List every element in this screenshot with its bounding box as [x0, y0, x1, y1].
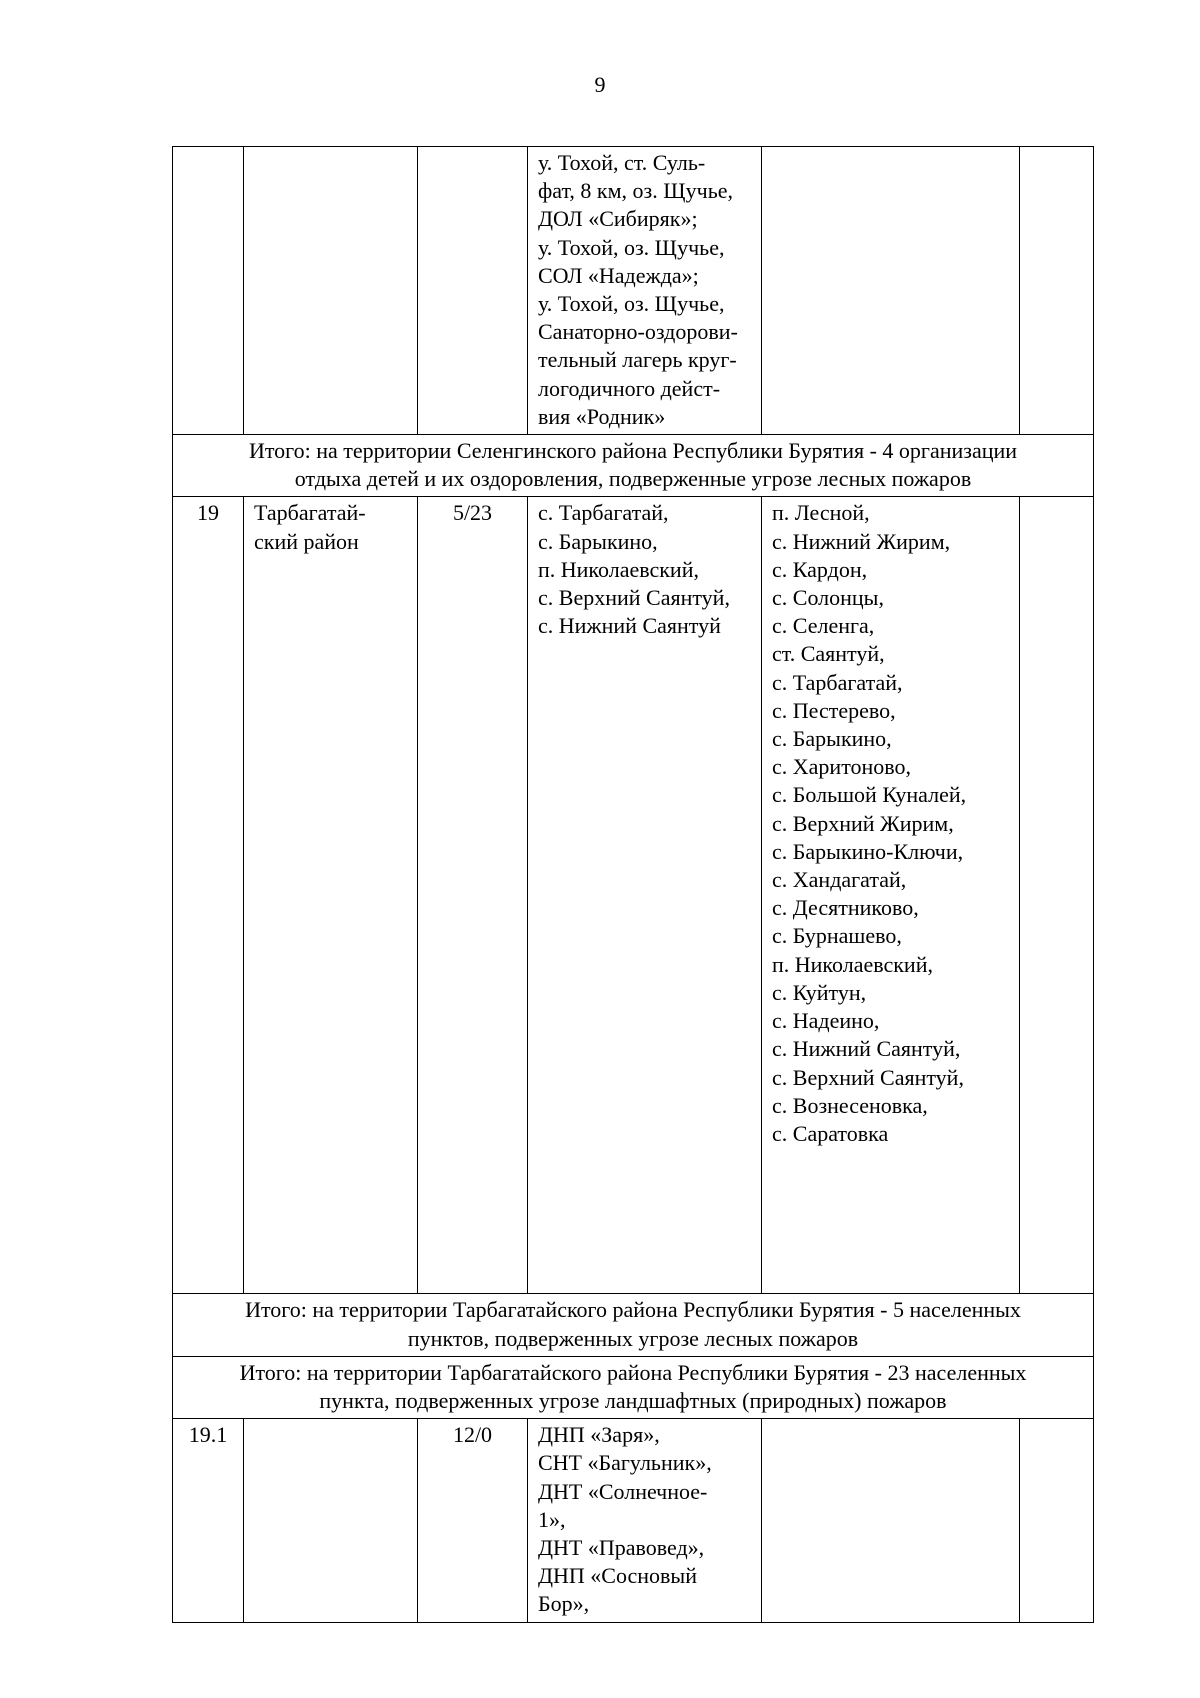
text-line: ДНТ «Правовед», — [538, 1535, 705, 1561]
text-line: у. Тохой, оз. Щучье, — [538, 234, 725, 260]
summary-cell — [173, 435, 1094, 497]
row-number-cell — [173, 147, 244, 435]
summary-cell — [173, 1356, 1094, 1418]
text-line: с. Пестерево, — [772, 697, 896, 723]
text-line: вия «Родник» — [538, 403, 666, 429]
summary-cell — [173, 1294, 1094, 1356]
note-cell — [1020, 1419, 1094, 1622]
table-row — [173, 1419, 1094, 1622]
text-line: п. Николаевский, — [538, 556, 699, 582]
count-cell: 12/0 — [418, 1419, 528, 1622]
text-line: с. Верхний Саянтуй, — [538, 585, 730, 611]
text-line: п. Лесной, — [772, 500, 870, 526]
text-line: ский район — [254, 528, 359, 554]
district-cell — [244, 1419, 418, 1622]
count-cell: 5/23 — [418, 497, 528, 1294]
text-line: с. Кардон, — [772, 556, 868, 582]
text-line: с. Саратовка — [772, 1120, 889, 1146]
text-line: ДНП «Заря», — [538, 1422, 660, 1448]
text-line: ДНТ «Солнечное- — [538, 1478, 708, 1504]
text-line: с. Вознесеновка, — [772, 1092, 928, 1118]
text-line: Тарбагатай- — [254, 500, 366, 526]
text-line: у. Тохой, ст. Суль- — [538, 150, 706, 175]
summary-line: Итого: на территории Тарбагатайского района Республики Бурятия - 23 населенных — [239, 1359, 1027, 1385]
places-cell — [528, 1419, 762, 1622]
text-line: с. Барыкино-Ключи, — [772, 838, 964, 864]
text-line: с. Селенга, — [772, 613, 875, 639]
district-cell — [244, 147, 418, 435]
text-line: с. Тарбагатай, — [772, 669, 903, 695]
summary-line: пунктов, подверженных угрозе лесных пожаров — [407, 1325, 859, 1351]
row-number-cell: 19.1 — [173, 1419, 244, 1622]
text-line: с. Верхний Саянтуй, — [772, 1064, 964, 1090]
note-cell — [1020, 497, 1094, 1294]
text-line: с. Солонцы, — [772, 585, 884, 611]
summary-row — [173, 1356, 1094, 1418]
text-line: 1», — [538, 1506, 566, 1532]
settlements-table — [172, 146, 1094, 1623]
adjacent-places-cell — [762, 497, 1020, 1294]
note-cell — [1020, 147, 1094, 435]
summary-line: отдыха детей и их оздоровления, подверженные угрозе лесных пожаров — [294, 466, 972, 492]
text-line: с. Тарбагатай, — [538, 500, 669, 526]
text-line: ст. Саянтуй, — [772, 641, 885, 667]
text-line: с. Хандагатай, — [772, 867, 907, 893]
text-line: с. Харитоново, — [772, 754, 912, 780]
text-line: СНТ «Багульник», — [538, 1450, 712, 1476]
row-number-cell: 19 — [173, 497, 244, 1294]
count-cell — [418, 147, 528, 435]
text-line: логодичного дейст- — [538, 375, 721, 401]
text-line: с. Бурнашево, — [772, 923, 902, 949]
text-line: с. Нижний Жирим, — [772, 528, 951, 554]
page-number: 9 — [594, 72, 606, 97]
text-line: Санаторно-оздорови- — [538, 319, 738, 345]
table-row — [173, 497, 1094, 1294]
text-line: с. Большой Куналей, — [772, 782, 967, 808]
summary-row — [173, 435, 1094, 497]
summary-line: пункта, подверженных угрозе ландшафтных (природных) пожаров — [319, 1388, 947, 1414]
text-line: с. Барыкино, — [772, 726, 892, 752]
text-line: у. Тохой, оз. Щучье, — [538, 291, 725, 317]
table-row — [173, 147, 1094, 435]
district-cell — [244, 497, 418, 1294]
text-line: с. Нижний Саянтуй, — [772, 1036, 961, 1062]
text-line: с. Нижний Саянтуй — [538, 613, 721, 639]
text-line: с. Надеино, — [772, 1008, 880, 1034]
text-line: с. Верхний Жирим, — [772, 810, 954, 836]
summary-line: Итого: на территории Тарбагатайского района Республики Бурятия - 5 населенных — [245, 1297, 1021, 1323]
summary-row — [173, 1294, 1094, 1356]
summary-line: Итого: на территории Селенгинского района Республики Бурятия - 4 организации — [248, 438, 1018, 464]
text-line: с. Десятниково, — [772, 895, 919, 921]
text-line: тельный лагерь круг- — [538, 347, 737, 373]
adjacent-places-cell — [762, 1419, 1020, 1622]
text-line: СОЛ «Надежда»; — [538, 262, 699, 288]
places-cell — [528, 497, 762, 1294]
text-line: ДОЛ «Сибиряк»; — [538, 206, 698, 232]
text-line: с. Барыкино, — [538, 528, 658, 554]
places-cell — [528, 147, 762, 435]
text-line: с. Куйтун, — [772, 979, 867, 1005]
text-line: фат, 8 км, оз. Щучье, — [538, 178, 734, 204]
adjacent-places-cell — [762, 147, 1020, 435]
text-line: Бор», — [538, 1591, 590, 1617]
text-line: п. Николаевский, — [772, 951, 933, 977]
text-line: ДНП «Сосновый — [538, 1563, 697, 1589]
